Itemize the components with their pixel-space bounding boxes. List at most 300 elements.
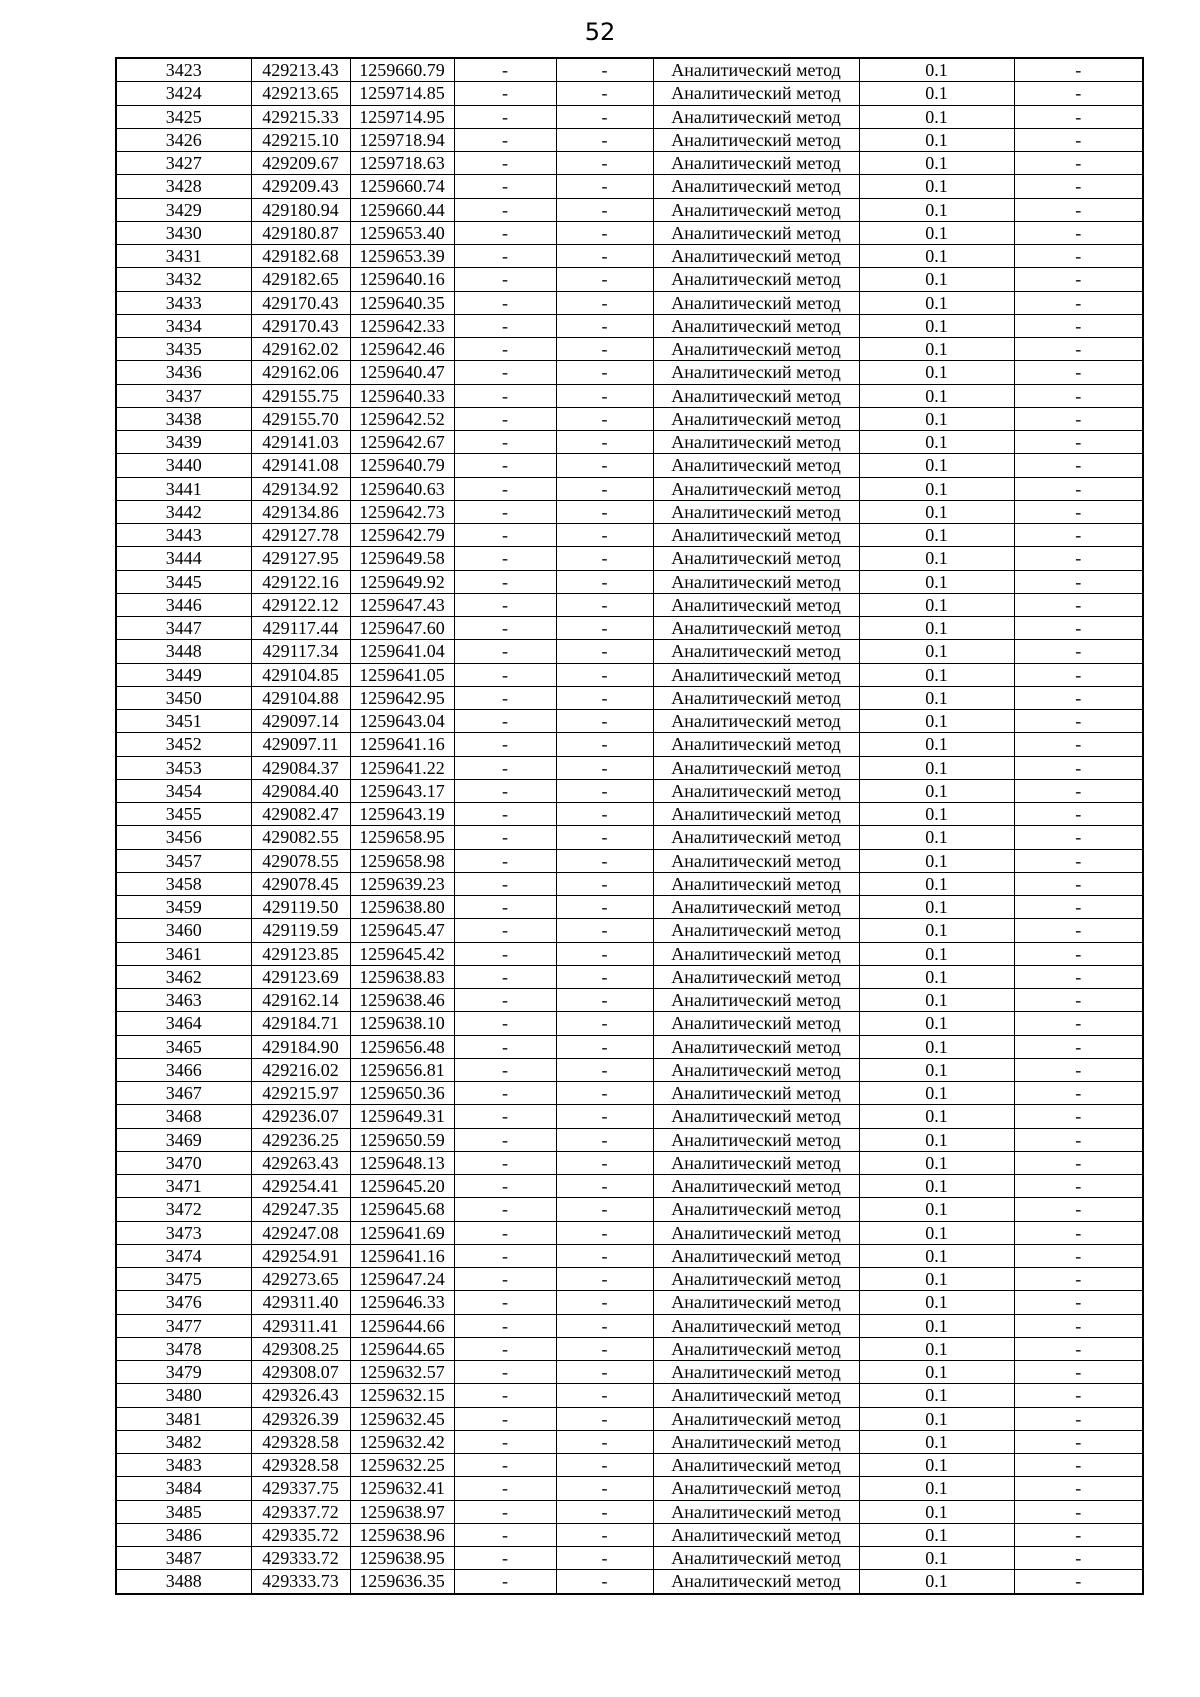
x-coordinate-cell: 429180.94 [251,198,350,221]
x-coordinate-cell: 429328.58 [251,1454,350,1477]
table-row [116,105,1143,128]
y-coordinate-cell: 1259648.13 [350,1151,454,1174]
empty-cell-1: - [454,268,556,291]
x-coordinate-cell: 429084.37 [251,756,350,779]
empty-cell-1: - [454,640,556,663]
empty-cell-2: - [556,245,653,268]
table-row [116,593,1143,616]
empty-cell-3: - [1014,1291,1143,1314]
method-cell: Аналитический метод [653,1291,859,1314]
x-coordinate-cell: 429215.10 [251,128,350,151]
y-coordinate-cell: 1259632.42 [350,1430,454,1453]
point-number-cell: 3457 [116,849,251,872]
accuracy-cell: 0.1 [859,826,1014,849]
empty-cell-1: - [454,1082,556,1105]
empty-cell-1: - [454,756,556,779]
empty-cell-1: - [454,872,556,895]
empty-cell-1: - [454,710,556,733]
x-coordinate-cell: 429182.68 [251,245,350,268]
method-cell: Аналитический метод [653,477,859,500]
point-number-cell: 3474 [116,1244,251,1267]
empty-cell-2: - [556,1523,653,1546]
method-cell: Аналитический метод [653,268,859,291]
table-row [116,314,1143,337]
accuracy-cell: 0.1 [859,1361,1014,1384]
empty-cell-1: - [454,849,556,872]
empty-cell-1: - [454,1105,556,1128]
accuracy-cell: 0.1 [859,965,1014,988]
method-cell: Аналитический метод [653,1523,859,1546]
x-coordinate-cell: 429078.45 [251,872,350,895]
empty-cell-2: - [556,524,653,547]
empty-cell-1: - [454,105,556,128]
method-cell: Аналитический метод [653,291,859,314]
empty-cell-2: - [556,500,653,523]
x-coordinate-cell: 429162.14 [251,989,350,1012]
table-row [116,1268,1143,1291]
y-coordinate-cell: 1259660.79 [350,58,454,82]
empty-cell-1: - [454,198,556,221]
y-coordinate-cell: 1259640.79 [350,454,454,477]
empty-cell-1: - [454,338,556,361]
method-cell: Аналитический метод [653,1221,859,1244]
accuracy-cell: 0.1 [859,1105,1014,1128]
empty-cell-2: - [556,1477,653,1500]
empty-cell-2: - [556,872,653,895]
empty-cell-2: - [556,896,653,919]
x-coordinate-cell: 429122.16 [251,570,350,593]
x-coordinate-cell: 429184.71 [251,1012,350,1035]
accuracy-cell: 0.1 [859,756,1014,779]
empty-cell-1: - [454,617,556,640]
x-coordinate-cell: 429247.35 [251,1198,350,1221]
table-row [116,361,1143,384]
x-coordinate-cell: 429326.39 [251,1407,350,1430]
x-coordinate-cell: 429104.88 [251,686,350,709]
empty-cell-3: - [1014,989,1143,1012]
empty-cell-3: - [1014,942,1143,965]
method-cell: Аналитический метод [653,826,859,849]
accuracy-cell: 0.1 [859,291,1014,314]
method-cell: Аналитический метод [653,710,859,733]
empty-cell-3: - [1014,1082,1143,1105]
method-cell: Аналитический метод [653,128,859,151]
accuracy-cell: 0.1 [859,431,1014,454]
point-number-cell: 3424 [116,82,251,105]
y-coordinate-cell: 1259641.16 [350,733,454,756]
method-cell: Аналитический метод [653,779,859,802]
table-row [116,640,1143,663]
accuracy-cell: 0.1 [859,1547,1014,1570]
x-coordinate-cell: 429127.95 [251,547,350,570]
method-cell: Аналитический метод [653,1058,859,1081]
accuracy-cell: 0.1 [859,384,1014,407]
table-row [116,570,1143,593]
accuracy-cell: 0.1 [859,477,1014,500]
method-cell: Аналитический метод [653,1361,859,1384]
accuracy-cell: 0.1 [859,500,1014,523]
method-cell: Аналитический метод [653,1430,859,1453]
y-coordinate-cell: 1259645.42 [350,942,454,965]
method-cell: Аналитический метод [653,1384,859,1407]
x-coordinate-cell: 429213.43 [251,58,350,82]
method-cell: Аналитический метод [653,1477,859,1500]
empty-cell-2: - [556,1337,653,1360]
empty-cell-3: - [1014,1337,1143,1360]
empty-cell-1: - [454,384,556,407]
table-row [116,524,1143,547]
y-coordinate-cell: 1259642.95 [350,686,454,709]
table-row [116,1105,1143,1128]
y-coordinate-cell: 1259632.25 [350,1454,454,1477]
empty-cell-3: - [1014,1430,1143,1453]
empty-cell-2: - [556,1151,653,1174]
method-cell: Аналитический метод [653,849,859,872]
empty-cell-3: - [1014,221,1143,244]
empty-cell-2: - [556,361,653,384]
y-coordinate-cell: 1259641.22 [350,756,454,779]
y-coordinate-cell: 1259632.45 [350,1407,454,1430]
x-coordinate-cell: 429155.70 [251,407,350,430]
point-number-cell: 3431 [116,245,251,268]
empty-cell-1: - [454,524,556,547]
empty-cell-1: - [454,152,556,175]
method-cell: Аналитический метод [653,58,859,82]
empty-cell-2: - [556,128,653,151]
point-number-cell: 3467 [116,1082,251,1105]
empty-cell-2: - [556,1244,653,1267]
method-cell: Аналитический метод [653,198,859,221]
point-number-cell: 3485 [116,1500,251,1523]
empty-cell-3: - [1014,314,1143,337]
method-cell: Аналитический метод [653,1454,859,1477]
table-row [116,1291,1143,1314]
point-number-cell: 3446 [116,593,251,616]
accuracy-cell: 0.1 [859,105,1014,128]
method-cell: Аналитический метод [653,617,859,640]
table-row [116,338,1143,361]
y-coordinate-cell: 1259638.10 [350,1012,454,1035]
table-row [116,1244,1143,1267]
y-coordinate-cell: 1259638.83 [350,965,454,988]
empty-cell-1: - [454,1384,556,1407]
empty-cell-1: - [454,1058,556,1081]
empty-cell-2: - [556,431,653,454]
empty-cell-1: - [454,1547,556,1570]
point-number-cell: 3482 [116,1430,251,1453]
empty-cell-2: - [556,1500,653,1523]
point-number-cell: 3483 [116,1454,251,1477]
point-number-cell: 3440 [116,454,251,477]
point-number-cell: 3462 [116,965,251,988]
empty-cell-2: - [556,686,653,709]
point-number-cell: 3425 [116,105,251,128]
accuracy-cell: 0.1 [859,524,1014,547]
empty-cell-2: - [556,1035,653,1058]
point-number-cell: 3476 [116,1291,251,1314]
x-coordinate-cell: 429117.44 [251,617,350,640]
table-row [116,1430,1143,1453]
table-row [116,1384,1143,1407]
empty-cell-1: - [454,1244,556,1267]
table-row [116,1500,1143,1523]
y-coordinate-cell: 1259658.98 [350,849,454,872]
x-coordinate-cell: 429082.55 [251,826,350,849]
method-cell: Аналитический метод [653,640,859,663]
table-row [116,1151,1143,1174]
method-cell: Аналитический метод [653,524,859,547]
table-row [116,175,1143,198]
table-row [116,942,1143,965]
point-number-cell: 3481 [116,1407,251,1430]
point-number-cell: 3423 [116,58,251,82]
point-number-cell: 3465 [116,1035,251,1058]
accuracy-cell: 0.1 [859,1500,1014,1523]
empty-cell-3: - [1014,1477,1143,1500]
table-row [116,500,1143,523]
y-coordinate-cell: 1259640.33 [350,384,454,407]
point-number-cell: 3473 [116,1221,251,1244]
accuracy-cell: 0.1 [859,989,1014,1012]
table-row [116,1477,1143,1500]
accuracy-cell: 0.1 [859,663,1014,686]
empty-cell-3: - [1014,733,1143,756]
empty-cell-3: - [1014,1128,1143,1151]
empty-cell-3: - [1014,1454,1143,1477]
method-cell: Аналитический метод [653,338,859,361]
point-number-cell: 3443 [116,524,251,547]
point-number-cell: 3453 [116,756,251,779]
y-coordinate-cell: 1259656.81 [350,1058,454,1081]
empty-cell-2: - [556,919,653,942]
empty-cell-3: - [1014,152,1143,175]
table-row [116,1523,1143,1546]
empty-cell-2: - [556,1361,653,1384]
point-number-cell: 3432 [116,268,251,291]
y-coordinate-cell: 1259647.24 [350,1268,454,1291]
x-coordinate-cell: 429122.12 [251,593,350,616]
x-coordinate-cell: 429184.90 [251,1035,350,1058]
empty-cell-1: - [454,989,556,1012]
accuracy-cell: 0.1 [859,128,1014,151]
point-number-cell: 3426 [116,128,251,151]
empty-cell-3: - [1014,524,1143,547]
accuracy-cell: 0.1 [859,1291,1014,1314]
empty-cell-2: - [556,454,653,477]
empty-cell-1: - [454,1500,556,1523]
method-cell: Аналитический метод [653,989,859,1012]
empty-cell-1: - [454,454,556,477]
x-coordinate-cell: 429263.43 [251,1151,350,1174]
accuracy-cell: 0.1 [859,849,1014,872]
y-coordinate-cell: 1259643.17 [350,779,454,802]
empty-cell-3: - [1014,477,1143,500]
empty-cell-3: - [1014,965,1143,988]
empty-cell-1: - [454,1221,556,1244]
point-number-cell: 3463 [116,989,251,1012]
empty-cell-1: - [454,1570,556,1594]
empty-cell-2: - [556,1268,653,1291]
accuracy-cell: 0.1 [859,454,1014,477]
empty-cell-2: - [556,803,653,826]
empty-cell-2: - [556,82,653,105]
empty-cell-3: - [1014,245,1143,268]
empty-cell-2: - [556,1430,653,1453]
accuracy-cell: 0.1 [859,1477,1014,1500]
accuracy-cell: 0.1 [859,1268,1014,1291]
table-row [116,756,1143,779]
y-coordinate-cell: 1259656.48 [350,1035,454,1058]
empty-cell-2: - [556,152,653,175]
point-number-cell: 3434 [116,314,251,337]
point-number-cell: 3469 [116,1128,251,1151]
empty-cell-3: - [1014,58,1143,82]
accuracy-cell: 0.1 [859,1430,1014,1453]
empty-cell-3: - [1014,1384,1143,1407]
page-number: 52 [584,18,616,46]
y-coordinate-cell: 1259650.36 [350,1082,454,1105]
empty-cell-1: - [454,1314,556,1337]
x-coordinate-cell: 429082.47 [251,803,350,826]
empty-cell-3: - [1014,803,1143,826]
empty-cell-1: - [454,1291,556,1314]
x-coordinate-cell: 429170.43 [251,291,350,314]
y-coordinate-cell: 1259647.43 [350,593,454,616]
method-cell: Аналитический метод [653,1500,859,1523]
empty-cell-2: - [556,314,653,337]
empty-cell-1: - [454,221,556,244]
method-cell: Аналитический метод [653,756,859,779]
method-cell: Аналитический метод [653,454,859,477]
accuracy-cell: 0.1 [859,617,1014,640]
empty-cell-3: - [1014,1012,1143,1035]
table-row [116,849,1143,872]
y-coordinate-cell: 1259649.58 [350,547,454,570]
method-cell: Аналитический метод [653,593,859,616]
empty-cell-3: - [1014,1361,1143,1384]
empty-cell-1: - [454,1128,556,1151]
empty-cell-2: - [556,1058,653,1081]
table-row [116,989,1143,1012]
method-cell: Аналитический метод [653,1198,859,1221]
accuracy-cell: 0.1 [859,1523,1014,1546]
method-cell: Аналитический метод [653,431,859,454]
y-coordinate-cell: 1259650.59 [350,1128,454,1151]
empty-cell-3: - [1014,1570,1143,1594]
x-coordinate-cell: 429273.65 [251,1268,350,1291]
accuracy-cell: 0.1 [859,803,1014,826]
x-coordinate-cell: 429328.58 [251,1430,350,1453]
point-number-cell: 3435 [116,338,251,361]
x-coordinate-cell: 429180.87 [251,221,350,244]
table-row [116,407,1143,430]
point-number-cell: 3436 [116,361,251,384]
x-coordinate-cell: 429123.69 [251,965,350,988]
empty-cell-1: - [454,686,556,709]
x-coordinate-cell: 429308.07 [251,1361,350,1384]
table-row [116,1407,1143,1430]
point-number-cell: 3449 [116,663,251,686]
accuracy-cell: 0.1 [859,338,1014,361]
x-coordinate-cell: 429247.08 [251,1221,350,1244]
table-row [116,803,1143,826]
point-number-cell: 3470 [116,1151,251,1174]
x-coordinate-cell: 429209.43 [251,175,350,198]
accuracy-cell: 0.1 [859,1244,1014,1267]
empty-cell-3: - [1014,1500,1143,1523]
y-coordinate-cell: 1259640.16 [350,268,454,291]
x-coordinate-cell: 429254.41 [251,1175,350,1198]
point-number-cell: 3459 [116,896,251,919]
point-number-cell: 3430 [116,221,251,244]
accuracy-cell: 0.1 [859,1407,1014,1430]
empty-cell-1: - [454,175,556,198]
accuracy-cell: 0.1 [859,314,1014,337]
y-coordinate-cell: 1259645.47 [350,919,454,942]
x-coordinate-cell: 429216.02 [251,1058,350,1081]
accuracy-cell: 0.1 [859,779,1014,802]
x-coordinate-cell: 429119.59 [251,919,350,942]
y-coordinate-cell: 1259641.16 [350,1244,454,1267]
table-row [116,1082,1143,1105]
method-cell: Аналитический метод [653,245,859,268]
accuracy-cell: 0.1 [859,896,1014,919]
empty-cell-2: - [556,1198,653,1221]
table-row [116,431,1143,454]
table-row [116,477,1143,500]
x-coordinate-cell: 429213.65 [251,82,350,105]
accuracy-cell: 0.1 [859,872,1014,895]
point-number-cell: 3439 [116,431,251,454]
empty-cell-3: - [1014,268,1143,291]
x-coordinate-cell: 429209.67 [251,152,350,175]
method-cell: Аналитический метод [653,1268,859,1291]
method-cell: Аналитический метод [653,919,859,942]
y-coordinate-cell: 1259718.94 [350,128,454,151]
accuracy-cell: 0.1 [859,570,1014,593]
empty-cell-3: - [1014,361,1143,384]
empty-cell-2: - [556,1547,653,1570]
method-cell: Аналитический метод [653,1175,859,1198]
method-cell: Аналитический метод [653,872,859,895]
empty-cell-3: - [1014,198,1143,221]
table-row [116,268,1143,291]
empty-cell-3: - [1014,1151,1143,1174]
table-row [116,826,1143,849]
y-coordinate-cell: 1259644.65 [350,1337,454,1360]
empty-cell-1: - [454,593,556,616]
method-cell: Аналитический метод [653,407,859,430]
empty-cell-1: - [454,431,556,454]
x-coordinate-cell: 429236.25 [251,1128,350,1151]
empty-cell-2: - [556,640,653,663]
empty-cell-1: - [454,1198,556,1221]
y-coordinate-cell: 1259638.80 [350,896,454,919]
method-cell: Аналитический метод [653,663,859,686]
empty-cell-3: - [1014,617,1143,640]
y-coordinate-cell: 1259718.63 [350,152,454,175]
empty-cell-3: - [1014,1058,1143,1081]
x-coordinate-cell: 429162.06 [251,361,350,384]
coordinates-table [115,57,1144,1595]
x-coordinate-cell: 429337.75 [251,1477,350,1500]
point-number-cell: 3428 [116,175,251,198]
method-cell: Аналитический метод [653,500,859,523]
x-coordinate-cell: 429236.07 [251,1105,350,1128]
empty-cell-2: - [556,1082,653,1105]
empty-cell-1: - [454,1430,556,1453]
x-coordinate-cell: 429215.97 [251,1082,350,1105]
